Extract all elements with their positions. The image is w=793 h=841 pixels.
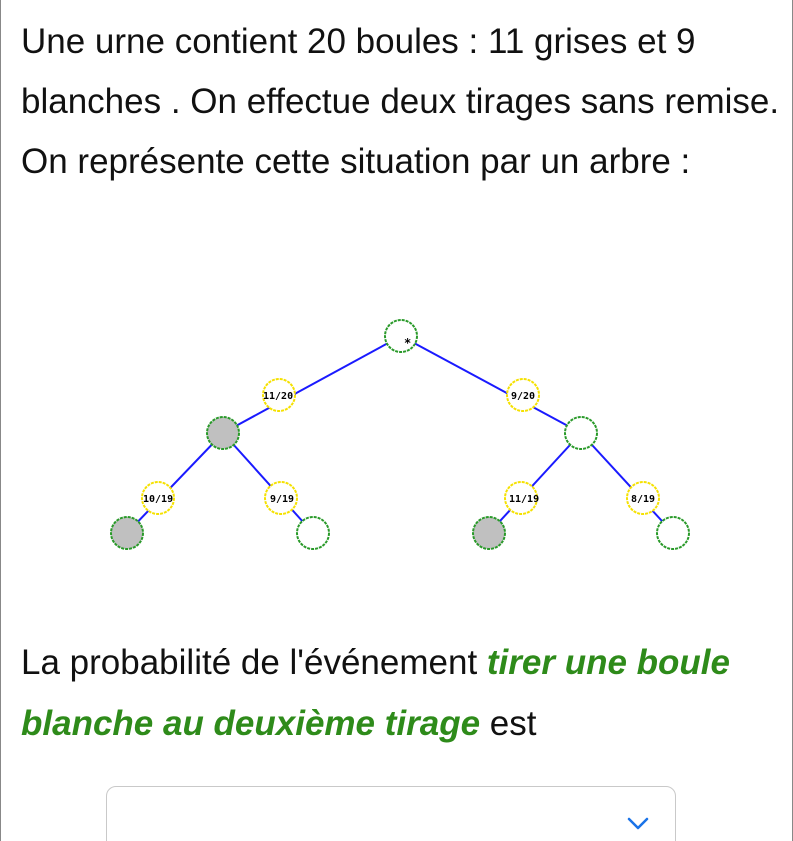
prob-label-11-19: 11/19 <box>509 494 540 505</box>
ball-node-white-1 <box>565 417 597 449</box>
prob-label-8-19: 8/19 <box>631 494 656 505</box>
chevron-down-icon <box>627 817 649 831</box>
prob-label-10-19: 10/19 <box>143 494 174 505</box>
problem-statement: Une urne contient 20 boules : 11 grises et 9 blanches . On effectue deux tirages sans remise. On représente cette situation par un arbre : <box>21 22 780 181</box>
question-event: tirer une boule blanche au deuxième tirage <box>21 643 730 743</box>
ball-node-white-3 <box>657 517 689 549</box>
probability-tree <box>21 290 781 590</box>
ball-node-grey-1 <box>207 417 239 449</box>
probability-tree-svg <box>21 290 781 590</box>
tree-edge-white-grey <box>489 433 581 533</box>
prob-label-9-20: 9/20 <box>511 391 536 402</box>
prob-label-11-20: 11/20 <box>263 391 294 402</box>
ball-node-white-2 <box>297 517 329 549</box>
ball-node-grey-2 <box>111 517 143 549</box>
tree-edge-root-grey <box>223 336 401 433</box>
tree-root-label: * <box>404 336 412 350</box>
tree-edge-grey-white <box>223 433 313 533</box>
question-suffix: est <box>480 704 537 743</box>
tree-edge-grey-grey <box>127 433 223 533</box>
tree-edge-white-white <box>581 433 673 533</box>
question-prefix: La probabilité de l'événement <box>21 643 487 682</box>
question-text <box>21 632 781 754</box>
tree-root-node <box>385 320 417 352</box>
ball-node-grey-3 <box>473 517 505 549</box>
prob-label-9-19: 9/19 <box>270 494 295 505</box>
tree-edge-root-white <box>401 336 581 433</box>
answer-dropdown[interactable] <box>106 786 676 841</box>
